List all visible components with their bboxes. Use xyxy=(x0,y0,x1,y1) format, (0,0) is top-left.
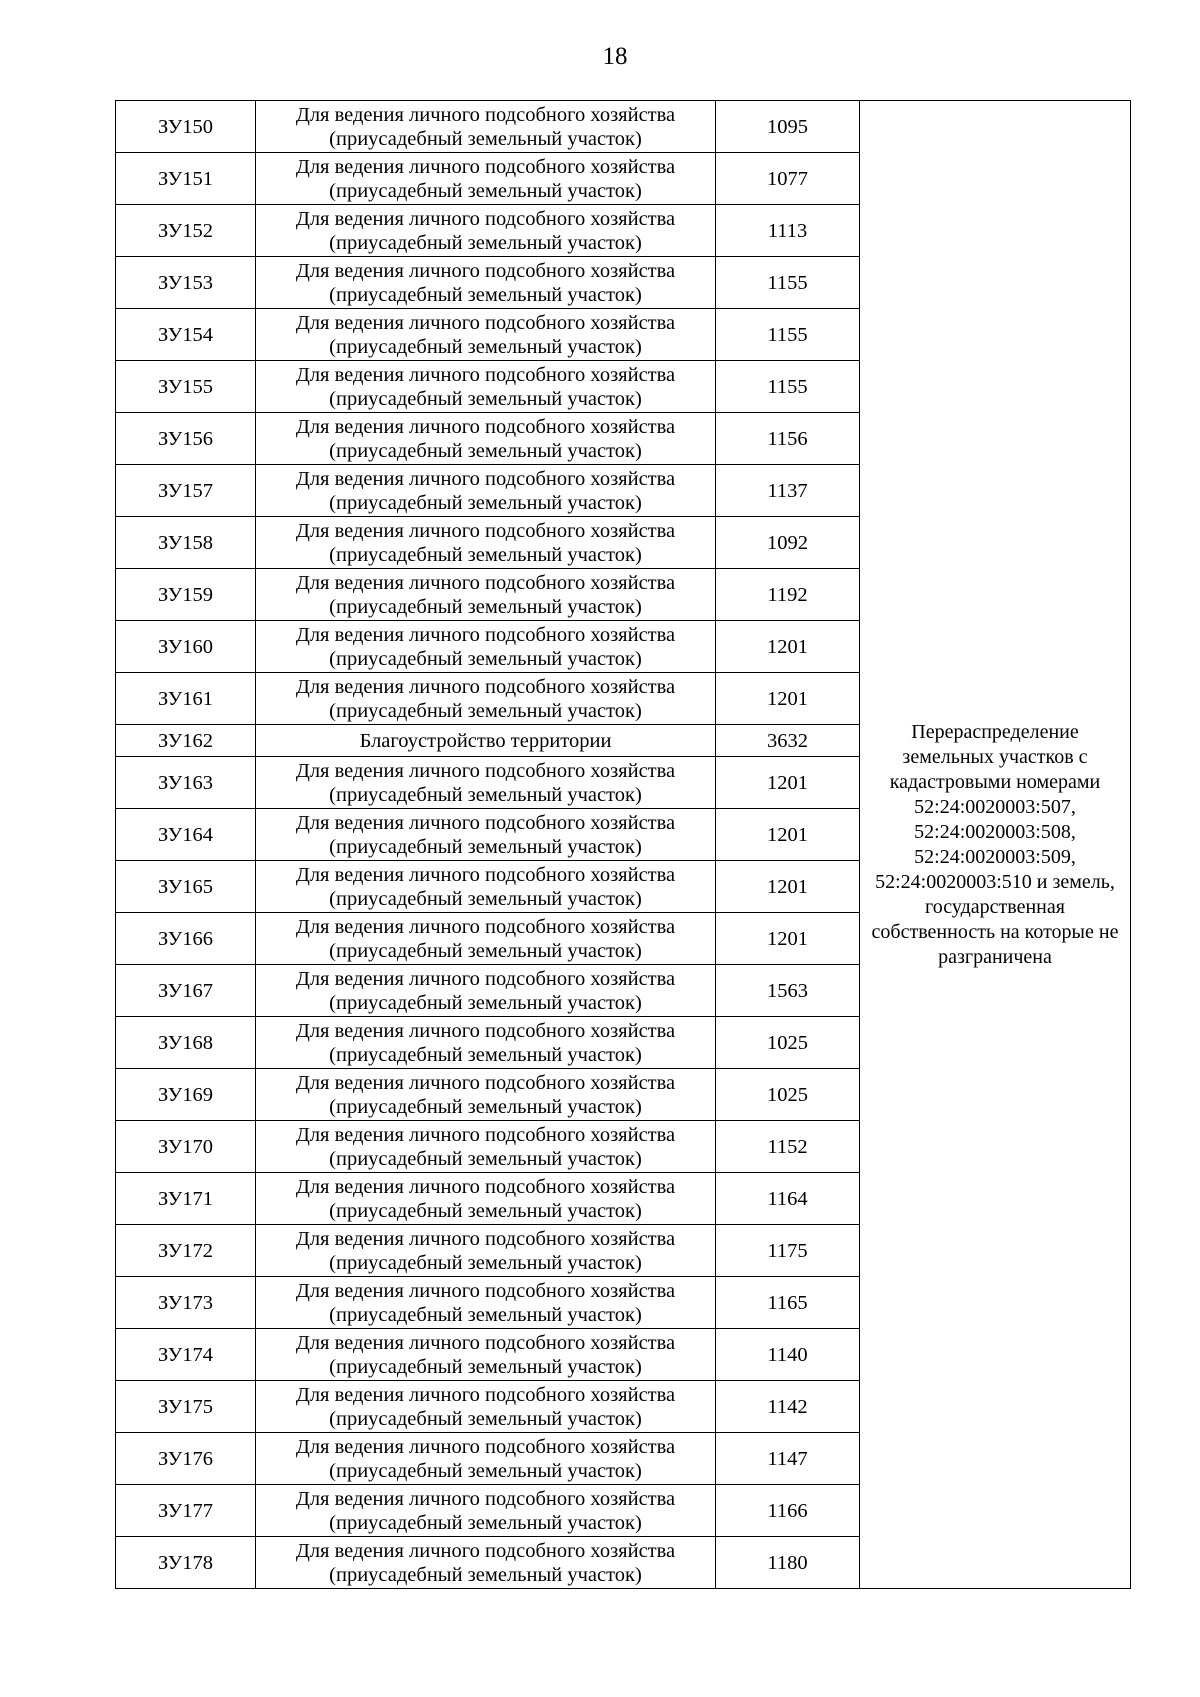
area-cell: 1166 xyxy=(716,1485,860,1537)
plot-id-cell: ЗУ167 xyxy=(116,965,256,1017)
table-body xyxy=(116,101,1131,1589)
permitted-use-cell: Для ведения личного подсобного хозяйства (приусадебный земельный участок) xyxy=(256,1381,716,1433)
area-cell: 1175 xyxy=(716,1225,860,1277)
permitted-use-cell: Благоустройство территории xyxy=(256,725,716,757)
plot-id-cell: ЗУ165 xyxy=(116,861,256,913)
plot-id-cell: ЗУ172 xyxy=(116,1225,256,1277)
plot-id-cell: ЗУ162 xyxy=(116,725,256,757)
permitted-use-cell: Для ведения личного подсобного хозяйства (приусадебный земельный участок) xyxy=(256,309,716,361)
area-cell: 1563 xyxy=(716,965,860,1017)
permitted-use-cell: Для ведения личного подсобного хозяйства (приусадебный земельный участок) xyxy=(256,1329,716,1381)
plot-id-cell: ЗУ176 xyxy=(116,1433,256,1485)
permitted-use-cell: Для ведения личного подсобного хозяйства (приусадебный земельный участок) xyxy=(256,569,716,621)
area-cell: 1201 xyxy=(716,621,860,673)
permitted-use-cell: Для ведения личного подсобного хозяйства (приусадебный земельный участок) xyxy=(256,153,716,205)
area-cell: 1095 xyxy=(716,101,860,153)
permitted-use-cell: Для ведения личного подсобного хозяйства (приусадебный земельный участок) xyxy=(256,101,716,153)
plot-id-cell: ЗУ164 xyxy=(116,809,256,861)
area-cell: 1152 xyxy=(716,1121,860,1173)
plot-id-cell: ЗУ166 xyxy=(116,913,256,965)
area-cell: 1165 xyxy=(716,1277,860,1329)
area-cell: 1025 xyxy=(716,1017,860,1069)
permitted-use-cell: Для ведения личного подсобного хозяйства (приусадебный земельный участок) xyxy=(256,1225,716,1277)
plot-id-cell: ЗУ175 xyxy=(116,1381,256,1433)
permitted-use-cell: Для ведения личного подсобного хозяйства (приусадебный земельный участок) xyxy=(256,257,716,309)
permitted-use-cell: Для ведения личного подсобного хозяйства (приусадебный земельный участок) xyxy=(256,1277,716,1329)
area-cell: 1137 xyxy=(716,465,860,517)
permitted-use-cell: Для ведения личного подсобного хозяйства (приусадебный земельный участок) xyxy=(256,1121,716,1173)
plot-id-cell: ЗУ169 xyxy=(116,1069,256,1121)
area-cell: 1147 xyxy=(716,1433,860,1485)
area-cell: 1142 xyxy=(716,1381,860,1433)
area-cell: 1025 xyxy=(716,1069,860,1121)
permitted-use-cell: Для ведения личного подсобного хозяйства (приусадебный земельный участок) xyxy=(256,1485,716,1537)
area-cell: 1201 xyxy=(716,809,860,861)
permitted-use-cell: Для ведения личного подсобного хозяйства (приусадебный земельный участок) xyxy=(256,913,716,965)
permitted-use-cell: Для ведения личного подсобного хозяйства (приусадебный земельный участок) xyxy=(256,621,716,673)
permitted-use-cell: Для ведения личного подсобного хозяйства (приусадебный земельный участок) xyxy=(256,1069,716,1121)
plot-id-cell: ЗУ157 xyxy=(116,465,256,517)
area-cell: 1155 xyxy=(716,309,860,361)
permitted-use-cell: Для ведения личного подсобного хозяйства (приусадебный земельный участок) xyxy=(256,1433,716,1485)
formation-method-note-cell: Перераспределение земельных участков с кадастровыми номерами 52:24:0020003:507, 52:24:0020003:508, 52:24:0020003:509, 52:24:0020003:510 и земель, государственная собственность на которые не разграничена xyxy=(860,101,1131,1589)
plot-id-cell: ЗУ151 xyxy=(116,153,256,205)
plot-id-cell: ЗУ158 xyxy=(116,517,256,569)
plot-id-cell: ЗУ163 xyxy=(116,757,256,809)
permitted-use-cell: Для ведения личного подсобного хозяйства (приусадебный земельный участок) xyxy=(256,205,716,257)
land-plots-table xyxy=(115,100,1131,1589)
plot-id-cell: ЗУ178 xyxy=(116,1537,256,1589)
plot-id-cell: ЗУ170 xyxy=(116,1121,256,1173)
area-cell: 1164 xyxy=(716,1173,860,1225)
area-cell: 1180 xyxy=(716,1537,860,1589)
plot-id-cell: ЗУ171 xyxy=(116,1173,256,1225)
plot-id-cell: ЗУ173 xyxy=(116,1277,256,1329)
permitted-use-cell: Для ведения личного подсобного хозяйства (приусадебный земельный участок) xyxy=(256,413,716,465)
plot-id-cell: ЗУ177 xyxy=(116,1485,256,1537)
plot-id-cell: ЗУ159 xyxy=(116,569,256,621)
permitted-use-cell: Для ведения личного подсобного хозяйства (приусадебный земельный участок) xyxy=(256,517,716,569)
permitted-use-cell: Для ведения личного подсобного хозяйства (приусадебный земельный участок) xyxy=(256,861,716,913)
plot-id-cell: ЗУ168 xyxy=(116,1017,256,1069)
plot-id-cell: ЗУ161 xyxy=(116,673,256,725)
page-number: 18 xyxy=(602,43,628,70)
plot-id-cell: ЗУ174 xyxy=(116,1329,256,1381)
area-cell: 1201 xyxy=(716,673,860,725)
permitted-use-cell: Для ведения личного подсобного хозяйства (приусадебный земельный участок) xyxy=(256,1537,716,1589)
area-cell: 1113 xyxy=(716,205,860,257)
plot-id-cell: ЗУ155 xyxy=(116,361,256,413)
area-cell: 1192 xyxy=(716,569,860,621)
area-cell: 1140 xyxy=(716,1329,860,1381)
area-cell: 1155 xyxy=(716,361,860,413)
area-cell: 1156 xyxy=(716,413,860,465)
area-cell: 1155 xyxy=(716,257,860,309)
plot-id-cell: ЗУ156 xyxy=(116,413,256,465)
area-cell: 1201 xyxy=(716,913,860,965)
area-cell: 1201 xyxy=(716,757,860,809)
plot-id-cell: ЗУ160 xyxy=(116,621,256,673)
area-cell: 1077 xyxy=(716,153,860,205)
permitted-use-cell: Для ведения личного подсобного хозяйства (приусадебный земельный участок) xyxy=(256,757,716,809)
permitted-use-cell: Для ведения личного подсобного хозяйства (приусадебный земельный участок) xyxy=(256,809,716,861)
permitted-use-cell: Для ведения личного подсобного хозяйства (приусадебный земельный участок) xyxy=(256,1173,716,1225)
area-cell: 1201 xyxy=(716,861,860,913)
permitted-use-cell: Для ведения личного подсобного хозяйства (приусадебный земельный участок) xyxy=(256,1017,716,1069)
plot-id-cell: ЗУ152 xyxy=(116,205,256,257)
plot-id-cell: ЗУ153 xyxy=(116,257,256,309)
plot-id-cell: ЗУ150 xyxy=(116,101,256,153)
area-cell: 1092 xyxy=(716,517,860,569)
permitted-use-cell: Для ведения личного подсобного хозяйства (приусадебный земельный участок) xyxy=(256,465,716,517)
permitted-use-cell: Для ведения личного подсобного хозяйства (приусадебный земельный участок) xyxy=(256,673,716,725)
permitted-use-cell: Для ведения личного подсобного хозяйства (приусадебный земельный участок) xyxy=(256,965,716,1017)
permitted-use-cell: Для ведения личного подсобного хозяйства (приусадебный земельный участок) xyxy=(256,361,716,413)
table-row xyxy=(116,101,1131,153)
plot-id-cell: ЗУ154 xyxy=(116,309,256,361)
area-cell: 3632 xyxy=(716,725,860,757)
